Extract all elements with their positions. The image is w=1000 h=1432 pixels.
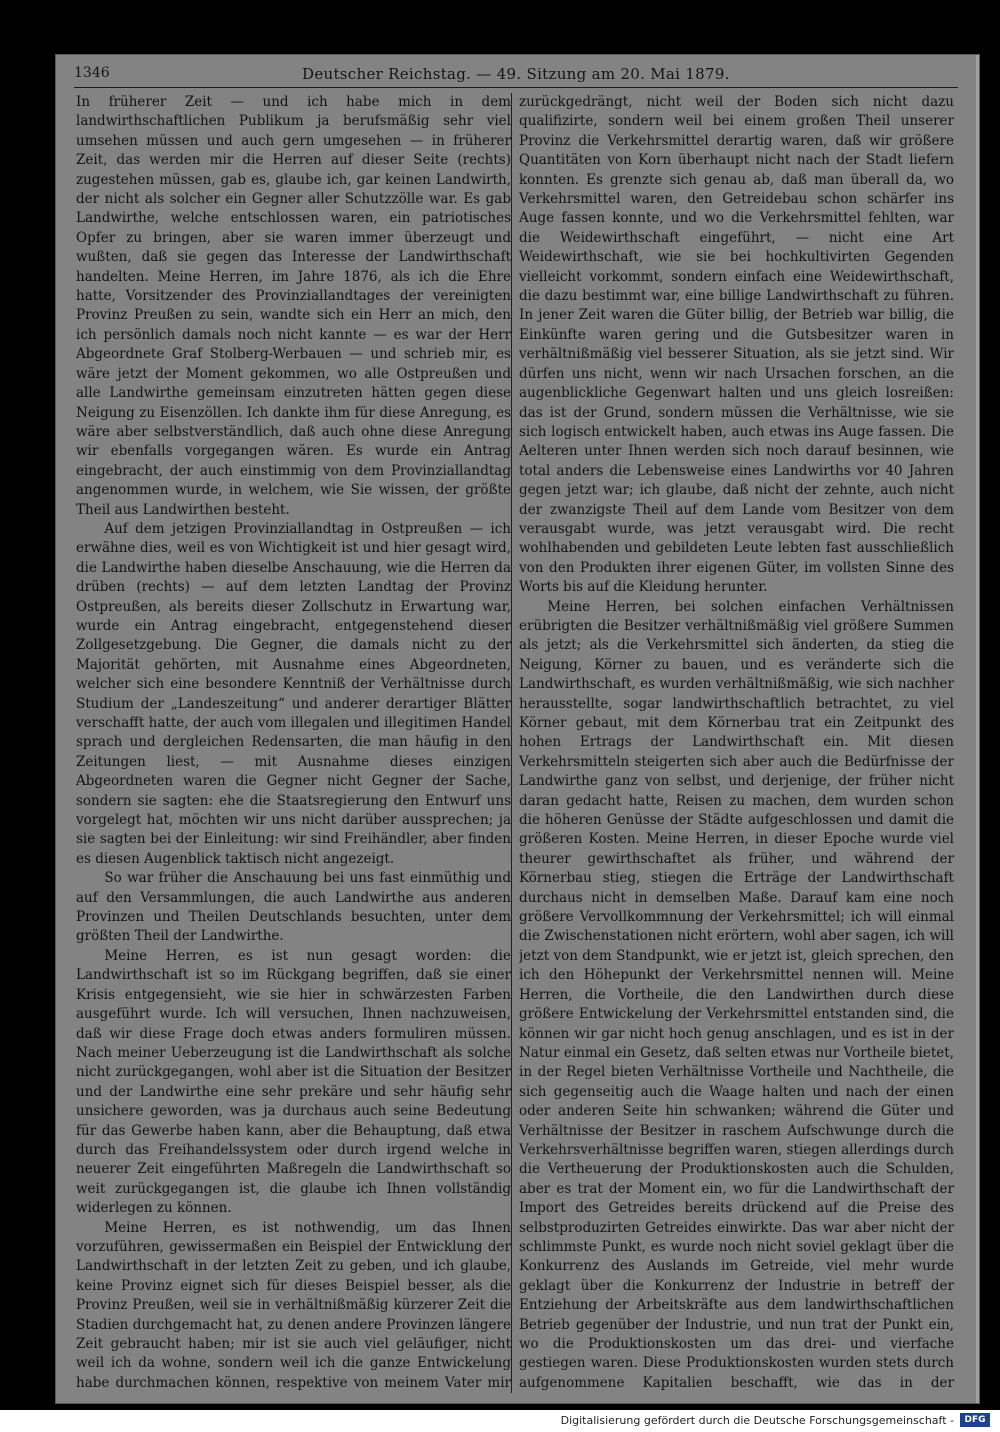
running-head: Deutscher Reichstag. — 49. Sitzung am 20. Mai 1879. xyxy=(302,65,730,83)
dfg-logo: DFG xyxy=(960,1413,990,1427)
paragraph: Meine Herren, bei solchen einfachen Verhältnissen erübrigten die Besitzer verhältnißmäßig viel größere Summen als jetzt; als die Verkehrsmittel sich änderten, da stieg die Neigung, Körner zu bauen, und es veränderte sich die Landwirthschaft, es wurden verhältnißmäßig, wie sich nachher herausstellte, sogar landwirthschaftlich betrachtet, zu viel Körner gebaut, mit dem Körnerbau trat ein Zeitpunkt des hohen Ertrags der Landwirthschaft ein. Mit diesen Verkehrsmitteln steigerten sich aber auch die Bedürfnisse der Landwirthe ganz von selbst, und derjenige, der früher nicht daran gedacht hatte, Reisen zu machen, dem wurden schon die höheren Genüsse der Städte aufgeschlossen und damit die größeren Kosten. Meine Herren, in dieser Epoche wurde viel theurer gewirthschaftet als früher, und während der Körnerbau stieg, stiegen die Erträge der Landwirthschaft durchaus nicht in demselben Maße. Darauf kam eine noch größere Vervollkommnung der Verkehrsmittel; ich will einmal die Zwischenstationen nicht erörtern, wohl aber sagen, ich will jetzt von dem Standpunkt, wie er jetzt ist, gleich sprechen, den ich den Höhepunkt der Verkehrsmittel nennen will. Meine Herren, die Vortheile, die den Landwirthen durch diese größere Entwickelung der Verkehrsmittel entstanden sind, die können wir gar nicht hoch genug anschlagen, und es ist in der Natur einmal ein Gesetz, daß selten etwas nur Vortheile bietet, in der Regel bieten Verhältnisse Vortheile und Nachtheile, die sich gegenseitig auch die Waage halten und nach der einen oder anderen Seite hin schwanken; während die Güter und Verhältnisse der Besitzer in raschem Aufschwunge durch die Verkehrsverhältnisse begriffen waren, stiegen allerdings durch die Vertheuerung der Produktionskosten auch die Schulden, aber es trat der Moment ein, wo für die Landwirthschaft der Import des Getreides bereits drückend auf die Preise des selbstproduzirten Getreides einwirkte. Das war aber nicht der schlimmste Punkt, es wurde noch nicht soviel geklagt über die Konkurrenz des Auslands im Getreide, viel mehr wurde geklagt über die Konkurrenz der Industrie in betreff der Entziehung der Arbeitskräfte aus dem landwirthschaftlichen Betrieb gegenüber der Industrie, und nun trat der Punkt ein, wo die Produktionskosten um das drei- und vierfache gestiegen waren. Diese Produktionskosten wurden stets durch aufgenommene Kapitalien beschafft, wie das in der xyxy=(519,598,954,1391)
paragraph: So war früher die Anschauung bei uns fast einmüthig und auf den Versammlungen, die auch Landwirthe aus anderen Provinzen und Theilen Deutschlands besuchten, unter dem größten Theil der Landwirthe. xyxy=(76,870,511,945)
paragraph: Meine Herren, es ist nothwendig, um das Ihnen vorzuführen, gewissermaßen ein Beispiel der Entwicklung der Landwirthschaft in der letzten Zeit zu geben, und ich glaube, keine Provinz eignet sich für dieses Beispiel besser, als die Provinz Preußen, weil sie in verhältnißmäßig kürzerer Zeit die Stadien durchgemacht hat, zu denen andere Provinzen längere Zeit gebraucht haben; mir ist sie auch viel geläufiger, nicht weil ich da wohne, sondern weil ich die ganze Entwickelung habe durchmachen können, respektive von meinem Vater mir xyxy=(76,1219,511,1391)
column-divider xyxy=(511,93,512,1393)
paragraph: zurückgedrängt, nicht weil der Boden sich nicht dazu qualifizirte, sondern weil bei einem großen Theil unserer Provinz die Verkehrsmittel derartig waren, daß wir größere Quantitäten von Korn überhaupt nicht nach der Stadt liefern konnten. Es grenzte sich genau ab, daß man überall da, wo Verkehrsmittel waren, den Getreidebau schon schärfer ins Auge fassen konnte, und wo die Verkehrsmittel fehlten, war die Weidewirthschaft eingeführt, — nicht eine Art Weidewirthschaft, wie sie bei hochkultivirten Gegenden vielleicht vorkommt, sondern einfach eine Weidewirthschaft, die dazu bestimmt war, eine billige Landwirthschaft zu führen. In jener Zeit waren die Güter billig, der Betrieb war billig, die Einkünfte waren gering und die Gutsbesitzer waren in verhältnißmäßig viel besserer Situation, als sie jetzt sind. Wir dürfen uns nicht, wenn wir nach Ursachen forschen, an die augenblickliche Gegenwart halten und uns gleich losreißen: das ist der Grund, sondern müssen die Verhältnisse, wie sie sich logisch entwickelt haben, auch etwas ins Auge fassen. Die Aelteren unter Ihnen werden sich noch darauf besinnen, wie total anders die Lebensweise eines Landwirths vor 40 Jahren gegen jetzt war; ich glaube, daß nicht der zehnte, auch nicht der zwanzigste Theil auf dem Lande vom Besitzer von dem verausgabt wurde, was jetzt verausgabt wird. Die recht wohlhabenden und gebildeten Leute lebten fast ausschließlich von den Produkten ihrer eigenen Güter, im vollsten Sinne des Worts bis auf die Kleidung herunter. xyxy=(519,94,954,596)
paragraph: Meine Herren, es ist nun gesagt worden: die Landwirthschaft ist so im Rückgang begriffen, daß sie einer Krisis entgegensieht, wie sie hier in schwärzesten Farben ausgeführt wurde. Ich will versuchen, Ihnen nachzuweisen, daß wir diese Frage doch etwas anders formuliren müssen. Nach meiner Ueberzeugung ist die Landwirthschaft als solche nicht zurückgegangen, wohl aber ist die Situation der Besitzer und der Landwirthe eine sehr prekäre und sehr häufig sehr unsichere geworden, was ja durchaus auch seine Bedeutung für das Gewerbe haben kann, aber die Behauptung, daß etwa durch das Freihandelssystem oder durch irgend welche in neuerer Zeit eingeführten Maßregeln die Landwirthschaft so weit zurückgegangen ist, die glaube ich Ihnen vollständig widerlegen zu können. xyxy=(76,947,511,1217)
paragraph: In früherer Zeit — und ich habe mich in dem landwirthschaftlichen Publikum ja berufsmäßig sehr viel umsehen müssen und auch gern umgesehen — in früherer Zeit, das werden mir die Herren auf dieser Seite (rechts) zugestehen müssen, gab es, glaube ich, gar keinen Landwirth, der nicht als solcher ein Gegner aller Schutzzölle war. Es gab Landwirthe, welche entschlossen waren, ein patriotisches Opfer zu bringen, aber sie waren immer überzeugt und wußten, daß sie gegen das Interesse der Landwirthschaft handelten. Meine Herren, im Jahre 1876, als ich die Ehre hatte, Vorsitzender des Provinziallandtages der vereinigten Provinz Preußen zu sein, wandte sich ein Herr an mich, den ich persönlich damals noch nicht kannte — es war der Herr Abgeordnete Graf Stolberg-Werbauen — und schrieb mir, es wäre jetzt der Moment gekommen, wo alle Ostpreußen und alle Landwirthe gemeinsam einzutreten hätten gegen diese Neigung zu Eisenzöllen. Ich dankte ihm für diese Anregung, es wäre aber selbstverständlich, daß auch ohne diese Anregung wir ebenfalls vorgegangen wären. Es wurde ein Antrag eingebracht, der auch einstimmig von dem Provinziallandtag angenommen wurde, in welchem, wie Sie wissen, der größte Theil aus Landwirthen besteht. xyxy=(76,94,511,518)
paragraph: Auf dem jetzigen Provinziallandtag in Ostpreußen — ich erwähne dies, weil es von Wichtigkeit ist und hier gesagt wird, die Landwirthe haben dieselbe Anschauung, wie die Herren da drüben (rechts) — auf dem letzten Landtag der Provinz Ostpreußen, als bereits dieser Zollschutz in Erwartung war, wurde ein Antrag eingebracht, entgegenstehend dieser Zollgesetzgebung. Die Gegner, die damals nicht zu der Majorität gehörten, mit Ausnahme eines Abgeordneten, welcher sich eine besondere Kenntniß der Verhältnisse durch Studium der „Landeszeitung“ und anderer derartiger Blätter verschafft hatte, der auch vom illegalen und illegitimen Handel sprach und dergleichen Redensarten, die man häufig in den Zeitungen liest, — mit Ausnahme dieses einzigen Abgeordneten waren die Gegner nicht Gegner der Sache, sondern sie sagten: ehe die Staatsregierung den Entwurf uns vorgelegt hat, möchten wir uns nicht darüber aussprechen; ja sie sagten bei der Einleitung: wir sind Freihändler, aber finden es diesen Augenblick taktisch nicht angezeigt. xyxy=(76,520,511,867)
page-header xyxy=(74,61,958,88)
digitization-credit-bar xyxy=(0,1410,1000,1432)
left-text-column xyxy=(76,93,511,1393)
right-text-column xyxy=(519,93,954,1393)
document-page xyxy=(56,55,979,1403)
page-number: 1346 xyxy=(74,65,110,81)
digitization-credit: Digitalisierung gefördert durch die Deutsche Forschungsgemeinschaft - xyxy=(560,1414,954,1427)
